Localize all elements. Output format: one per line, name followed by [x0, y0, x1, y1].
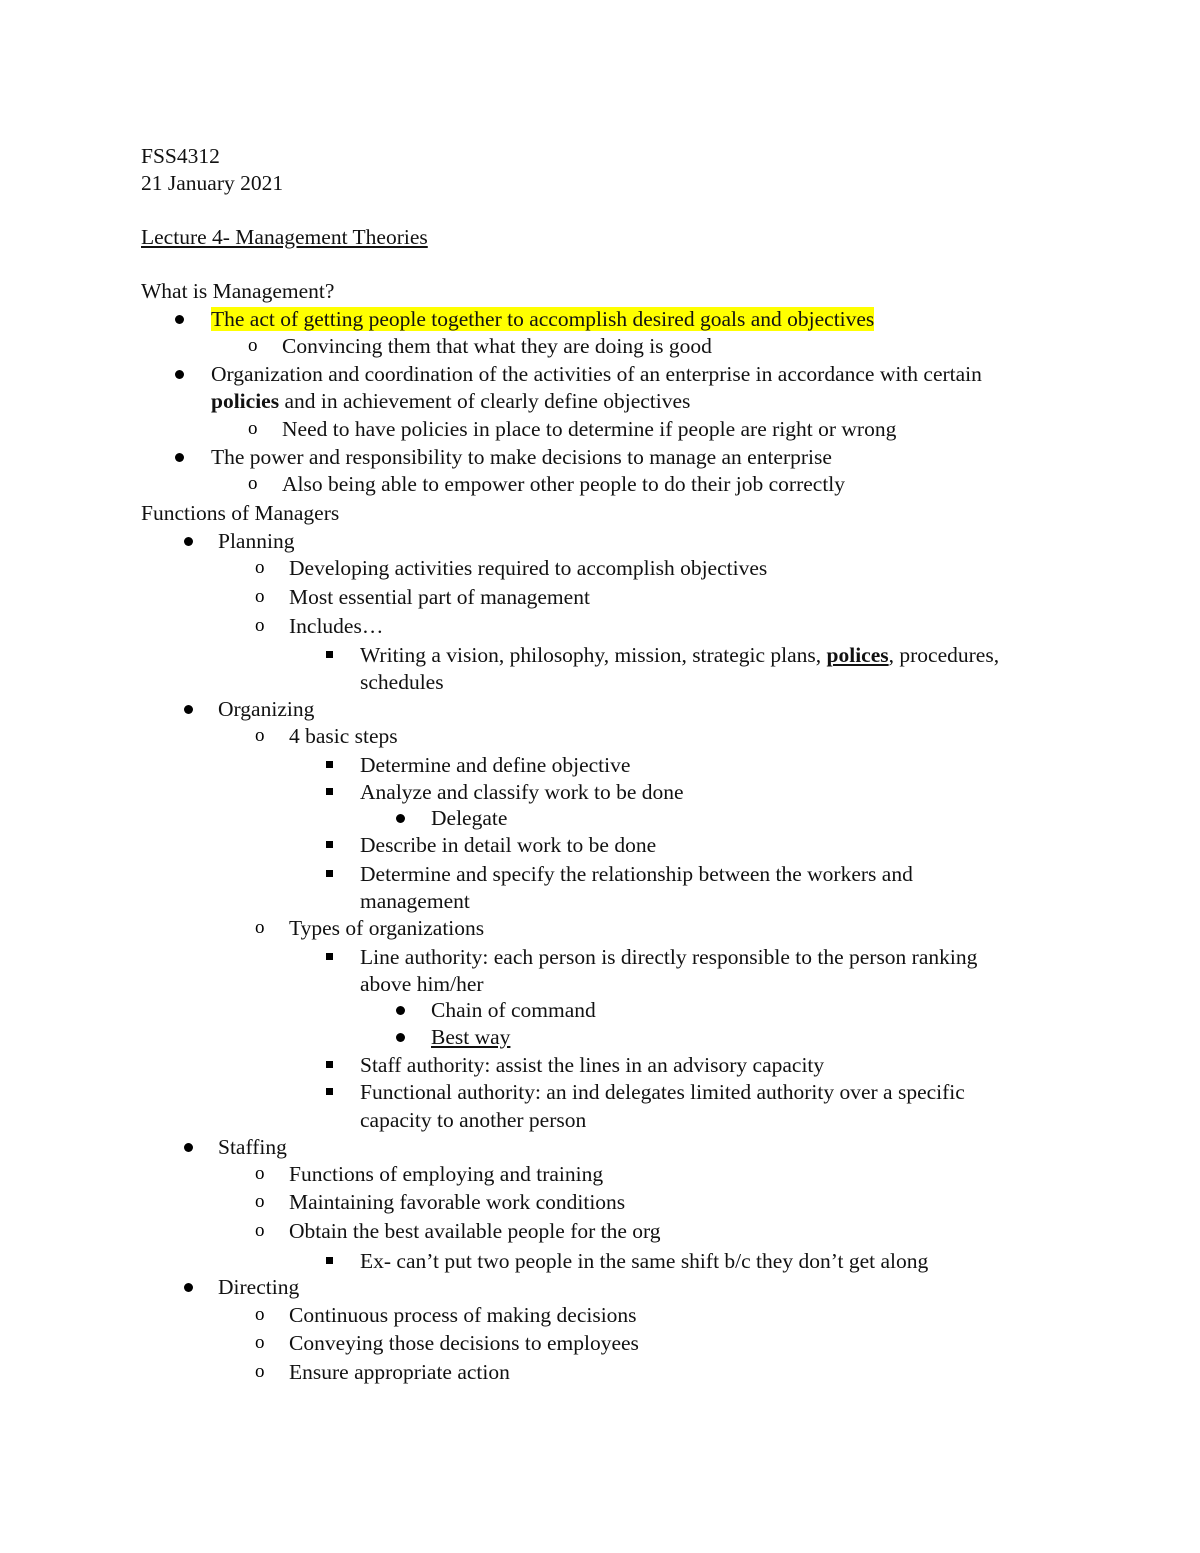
bullet-dot-icon: [184, 705, 193, 714]
staffing-item-2: Maintaining favorable work conditions: [289, 1190, 626, 1214]
bullet-circle-icon: o: [248, 335, 258, 356]
planning-includes-tail: , procedures,: [888, 643, 1000, 667]
function-staffing: Staffing: [218, 1135, 287, 1159]
bullet-dot-icon: [184, 1143, 193, 1152]
organizing-step-3: Describe in detail work to be done: [360, 833, 657, 857]
highlighted-text: The act of getting people together to accomplish desired goals and objectives: [211, 307, 875, 331]
staffing-item-1: Functions of employing and training: [289, 1162, 604, 1186]
bullet-circle-icon: o: [255, 1332, 265, 1353]
bullet-circle-icon: o: [255, 1220, 265, 1241]
directing-item-1: Continuous process of making decisions: [289, 1303, 637, 1327]
bullet-circle-icon: o: [255, 1304, 265, 1325]
organizing-step-4-line1: Determine and specify the relationship between the workers and: [360, 862, 913, 886]
function-planning: Planning: [218, 529, 295, 553]
planning-item-3: Includes…: [289, 614, 384, 638]
planning-includes-text: Writing a vision, philosophy, mission, strategic plans,: [360, 643, 827, 667]
definition-bullet-2-line1: Organization and coordination of the activities of an enterprise in accordance with certain: [211, 362, 982, 386]
organizing-step-1: Determine and define objective: [360, 753, 631, 777]
planning-item-1: Developing activities required to accomplish objectives: [289, 556, 768, 580]
line-authority-best-way: Best way: [431, 1025, 511, 1049]
organizing-step-2: Analyze and classify work to be done: [360, 780, 684, 804]
bullet-dot-icon: [396, 814, 405, 823]
line-authority-line2: above him/her: [360, 972, 484, 996]
bullet-square-icon: [326, 651, 333, 658]
staff-authority: Staff authority: assist the lines in an advisory capacity: [360, 1053, 825, 1077]
functional-authority-line1: Functional authority: an ind delegates limited authority over a specific: [360, 1080, 965, 1104]
bullet-circle-icon: o: [255, 1191, 265, 1212]
bullet-circle-icon: o: [255, 615, 265, 636]
course-code: FSS4312: [141, 144, 220, 168]
lecture-date: 21 January 2021: [141, 171, 284, 195]
directing-item-3: Ensure appropriate action: [289, 1360, 510, 1384]
definition-bullet-1: [211, 306, 874, 332]
bullet-square-icon: [326, 1257, 333, 1264]
definition-bullet-2-rest: and in achievement of clearly define objectives: [279, 389, 691, 413]
bullet-square-icon: [326, 788, 333, 795]
section-heading-management: What is Management?: [141, 279, 335, 303]
staffing-example: Ex- can’t put two people in the same shift b/c they don’t get along: [360, 1249, 929, 1273]
organizing-step-2-sub: Delegate: [431, 806, 508, 830]
definition-bullet-1-sub: Convincing them that what they are doing is good: [282, 334, 712, 358]
section-heading-functions: Functions of Managers: [141, 501, 340, 525]
bullet-dot-icon: [396, 1033, 405, 1042]
bullet-dot-icon: [184, 537, 193, 546]
line-authority-chain: Chain of command: [431, 998, 596, 1022]
bullet-square-icon: [326, 841, 333, 848]
function-directing: Directing: [218, 1275, 300, 1299]
planning-item-2: Most essential part of management: [289, 585, 590, 609]
planning-includes-line1: [360, 642, 999, 668]
bold-term-polices: polices: [826, 643, 889, 667]
bullet-square-icon: [326, 1061, 333, 1068]
bullet-square-icon: [326, 953, 333, 960]
line-authority-line1: Line authority: each person is directly responsible to the person ranking: [360, 945, 978, 969]
bullet-dot-icon: [175, 453, 184, 462]
lecture-title: Lecture 4- Management Theories: [141, 225, 428, 249]
bullet-circle-icon: o: [255, 1163, 265, 1184]
staffing-item-3: Obtain the best available people for the org: [289, 1219, 661, 1243]
bullet-square-icon: [326, 870, 333, 877]
bullet-circle-icon: o: [248, 418, 258, 439]
definition-bullet-2-line2: [211, 388, 690, 414]
bullet-dot-icon: [175, 370, 184, 379]
organizing-types-label: Types of organizations: [289, 916, 485, 940]
bullet-circle-icon: o: [255, 586, 265, 607]
bullet-dot-icon: [175, 315, 184, 324]
definition-bullet-3: The power and responsibility to make decisions to manage an enterprise: [211, 445, 832, 469]
bullet-circle-icon: o: [255, 557, 265, 578]
definition-bullet-3-sub: Also being able to empower other people to do their job correctly: [282, 472, 846, 496]
bullet-circle-icon: o: [255, 1361, 265, 1382]
bullet-circle-icon: o: [255, 917, 265, 938]
function-organizing: Organizing: [218, 697, 315, 721]
definition-bullet-2-sub: Need to have policies in place to determine if people are right or wrong: [282, 417, 897, 441]
functional-authority-line2: capacity to another person: [360, 1108, 587, 1132]
organizing-step-4-line2: management: [360, 889, 470, 913]
bullet-circle-icon: o: [255, 725, 265, 746]
bullet-square-icon: [326, 1088, 333, 1095]
bullet-dot-icon: [184, 1283, 193, 1292]
directing-item-2: Conveying those decisions to employees: [289, 1331, 639, 1355]
organizing-steps-label: 4 basic steps: [289, 724, 398, 748]
bold-term-policies: policies: [211, 389, 280, 413]
planning-includes-line2: schedules: [360, 670, 444, 694]
bullet-circle-icon: o: [248, 473, 258, 494]
bullet-square-icon: [326, 761, 333, 768]
bullet-dot-icon: [396, 1006, 405, 1015]
